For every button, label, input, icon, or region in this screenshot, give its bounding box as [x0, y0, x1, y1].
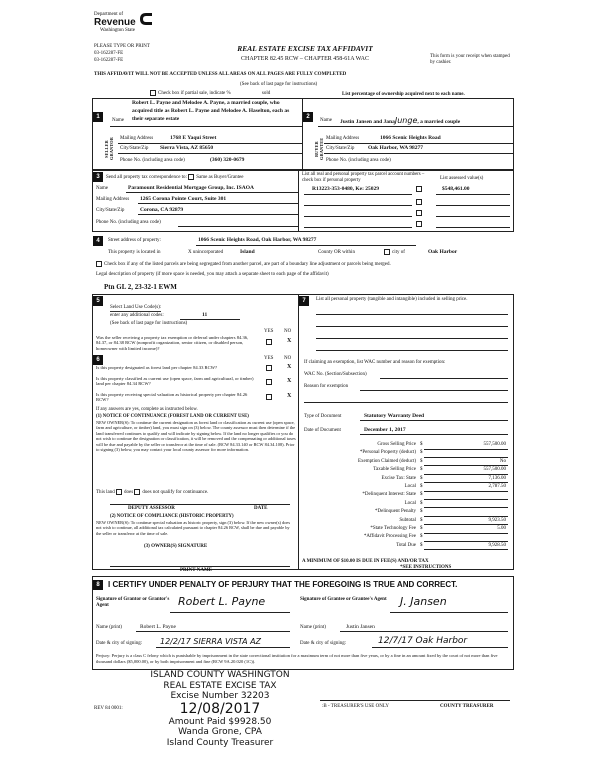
grantee-name: Justin Jansen	[346, 624, 375, 630]
additional-codes-label: enter any additional codes:	[110, 313, 164, 318]
legal-description: Ptn GL 2, 23-32-1 EWM	[104, 283, 177, 291]
tax-row-value: 557,500.00	[483, 442, 506, 447]
does-label: does	[124, 490, 134, 496]
buyer-city-label: City/State/Zip	[326, 146, 355, 151]
tax-row-label: Exemption Claimed (deduct)	[357, 458, 416, 464]
seller-phone-label: Phone No. (including area code)	[120, 158, 185, 163]
tax-row-value: 7,136.00	[488, 475, 506, 481]
tax-row-dollar: $	[420, 492, 423, 498]
minimum-fee-note: A MINIMUM OF $10.00 IS DUE IN FEE(S) AND/OR TAX	[302, 559, 429, 564]
personal-property-checkbox-4[interactable]	[416, 221, 422, 227]
q2-yes-checkbox[interactable]	[266, 365, 272, 371]
seller-side-label: SELLER GRANTOR	[104, 137, 115, 161]
grantor-date-city: 12/2/17 SIERRA VISTA AZ	[160, 637, 262, 646]
tax-row-dollar: $	[420, 475, 423, 481]
land-use-label: Select Land Use Code(s):	[110, 305, 162, 310]
tax-row-label: *Delinquent Interest: State	[362, 492, 416, 498]
owner-signature-label: (3) OWNER(S) SIGNATURE	[144, 544, 208, 549]
buyer-name-handwritten: Junge	[394, 116, 418, 125]
partial-sale-checkbox[interactable]	[150, 90, 156, 96]
city-of-checkbox[interactable]	[384, 249, 390, 255]
tax-row-value: 2,787.50	[488, 484, 506, 489]
tax-row-label: Subtotal	[399, 517, 416, 523]
ownership-note: List percentage of ownership acquired next to each name.	[342, 92, 465, 97]
tax-row-line	[424, 507, 508, 508]
stamp-title: Island County Treasurer	[166, 737, 274, 748]
section-6-badge: 6	[93, 355, 103, 365]
receipt-note: This form is your receipt when stamped by cashier.	[430, 54, 510, 65]
section-3-badge: 3	[93, 172, 103, 182]
q4-yes-checkbox[interactable]	[266, 394, 272, 400]
perjury-note: Perjury: Perjury is a class C felony which is punishable by imprisonment in the state correctional institution for a maximum term of not more than five years, or by a fine in an amount fixed by the court of not more than five thousand dollars ($5,000.00), or by both imprisonment and fine (RCW 9A.20.020 (1C)).	[96, 653, 498, 664]
county-label: County OR within	[318, 250, 355, 255]
print-note: PLEASE TYPE OR PRINT	[94, 44, 150, 49]
tax-row-label: *Personal Property (deduct)	[359, 450, 416, 456]
doc-type: Statutory Warranty Deed	[364, 413, 425, 419]
grantor-name-label: Name (print)	[96, 625, 122, 630]
dept-brand: Revenue	[94, 16, 136, 28]
tax-row-line	[424, 533, 508, 534]
seller-name: Robert L. Payne and Melodee A. Payne, a married couple, who acquired title as Robert L. Payne and Melodee A. Haselton, each as their separate estate	[132, 100, 290, 122]
corr-address: 1265 Corona Pointe Court, Suite 301	[140, 196, 227, 202]
city-of-label: city of	[392, 250, 405, 256]
tax-row-line	[424, 524, 508, 525]
treasurer-stamp	[120, 670, 320, 748]
rev-code: REV 84 0001:	[94, 706, 123, 711]
deputy-assessor-label: DEPUTY ASSESSOR	[128, 506, 175, 511]
seller-phone: (360) 320-0679	[210, 157, 245, 163]
tax-row-line	[424, 516, 508, 517]
tax-row-value: 9,928.50	[488, 542, 506, 548]
doc-date: December 1, 2017	[364, 427, 406, 433]
stamp-amount: Amount Paid $9928.50	[168, 716, 272, 727]
tax-row-line	[424, 541, 508, 542]
yes-header-2: YES	[264, 356, 274, 361]
personal-property-checkbox[interactable]	[416, 186, 422, 192]
grantor-signature: Robert L. Payne	[178, 595, 266, 608]
section-5-badge: 5	[93, 296, 103, 306]
dept-label: Department of	[94, 12, 124, 17]
seller-name-label: Name	[112, 118, 124, 123]
tax-row-dollar: $	[420, 450, 423, 456]
acceptance-warning: THIS AFFIDAVIT WILL NOT BE ACCEPTED UNLESS ALL AREAS ON ALL PAGES ARE FULLY COMPLETED	[94, 72, 347, 77]
tax-row-line	[424, 482, 508, 483]
corr-name-label: Name	[96, 186, 108, 191]
notice2-title: (2) NOTICE OF COMPLIANCE (HISTORIC PROPERTY)	[110, 514, 234, 519]
corr-phone-label: Phone No. (including area code)	[96, 220, 161, 225]
land-use-code: 11	[202, 312, 208, 318]
tax-row-dollar: $	[420, 542, 423, 548]
wac-label: WAC No. (Section/Subsection)	[304, 372, 367, 377]
treasurer-use-label: :B - TREASURER'S USE ONLY	[322, 704, 389, 709]
buyer-phone-label: Phone No. (including area code)	[326, 158, 391, 163]
stamp-tax: REAL ESTATE EXCISE TAX	[163, 680, 277, 691]
buyer-address-label: Mailing Address	[326, 136, 360, 141]
stamp-excise-number: Excise Number 32203	[170, 691, 270, 701]
assessed-label: List assessed value(s)	[440, 176, 484, 181]
tax-row-label: *State Technology Fee	[370, 526, 416, 531]
yes-header-1: YES	[264, 329, 274, 334]
certify-statement: I CERTIFY UNDER PENALTY OF PERJURY THAT THE FOREGOING IS TRUE AND CORRECT.	[108, 580, 458, 589]
buyer-city: Oak Harbor, WA 98277	[368, 145, 424, 151]
same-as-buyer-label: Same as Buyer/Grantee	[196, 175, 244, 181]
q2-no-x: X	[287, 364, 292, 370]
segregated-checkbox[interactable]	[96, 261, 102, 267]
county-name: Island	[240, 249, 255, 255]
does-checkbox[interactable]	[116, 489, 122, 495]
legal-label: Legal description of property (if more space is needed, you may attach a separate sheet to each page of the affidavit)	[96, 272, 329, 277]
land-label: This land	[96, 490, 115, 496]
city-of-row	[384, 249, 405, 256]
grantee-date-city: 12/7/17 Oak Harbor	[378, 636, 468, 646]
partial-sale-label: Check box if partial sale, indicate %	[158, 91, 231, 97]
reason-label: Reason for exemption	[304, 384, 349, 389]
buyer-name-label: Name	[320, 118, 332, 123]
tax-row-label: Total Due	[396, 542, 416, 548]
segregated-row	[96, 261, 391, 268]
doc-type-label: Type of Document	[304, 414, 342, 419]
q1-yes-checkbox[interactable]	[266, 339, 272, 345]
corr-city-label: City/State/Zip	[96, 208, 125, 213]
tax-row-dollar: $	[420, 484, 423, 489]
parcel-number: R13223-353-0480, Ke: 25029	[312, 186, 380, 192]
personal-property-label: List all personal property (tangible and intangible) included in selling price.	[316, 297, 468, 302]
parcels-label: List all real and personal property tax parcel account numbers – check box if personal property	[302, 172, 425, 183]
corr-address-label: Mailing Address	[96, 197, 130, 202]
q-exemption: Was the seller receiving a property tax exemption or deferral under chapters 84.36, 84.37, or 84.38 RCW (nonprofit organization, senior citizen, or disabled person, homeowner with limited income)?	[96, 335, 249, 351]
correspondence-row	[106, 174, 243, 181]
q-forest: Is this property designated as forest land per chapter 84.33 RCW?	[96, 365, 218, 370]
tax-row-value: 5.00	[497, 526, 506, 531]
print-name-label: PRINT NAME	[180, 568, 212, 573]
tax-row-dollar: $	[420, 509, 423, 515]
grantor-name: Robert L. Payne	[140, 624, 176, 630]
tax-row-dollar: $	[420, 526, 423, 531]
tax-row-label: *Delinquent Penalty	[375, 509, 416, 515]
section-8-badge: 8	[93, 580, 103, 590]
tax-row-value: No	[499, 458, 506, 464]
tax-row-dollar: $	[420, 467, 423, 473]
section-1-badge: 1	[93, 112, 103, 122]
notice1-body: NEW OWNER(S): To continue the current designation as forest land or classification as current use (open space, farm and agriculture, or timber) land, you must sign on (3) below. The county assessor must then determine if the land transferred continues to qualify and will indicate by signing below. If the land no longer qualifies or you do not wish to continue the designation or classification, it will be removed and the compensating or additional taxes will be due and payable by the seller or transferor at the time of sale. (RCW 84.33.140 or RCW 84.34.108). Prior to signing (3) below, you may contact your local county assessor for more information.	[96, 420, 296, 453]
tax-row-label: Gross Selling Price	[377, 442, 416, 447]
property-city: Oak Harbor	[428, 249, 458, 255]
personal-property-checkbox-3[interactable]	[416, 210, 422, 216]
tax-row-dollar: $	[420, 534, 423, 540]
notice2-body: NEW OWNER(S): To continue special valuation as historic property, sign (3) below. If the new owner(s) does not wish to continue, all additional tax calculated pursuant to chapter 84.26 RCW, shall be due and payable by the seller or transferor at the time of sale.	[96, 520, 291, 536]
grantee-name-label: Name (print)	[300, 625, 326, 630]
sold-label: sold	[261, 91, 271, 97]
tax-row-line	[424, 474, 508, 475]
tax-row-dollar: $	[420, 500, 423, 506]
segregated-label: Check box if any of the listed parcels are being segregated from another parcel, are part of a boundary line adjustment or parcels being merged.	[104, 262, 391, 268]
buyer-address: 1066 Scenic Heights Road	[380, 135, 441, 141]
q3-yes-checkbox[interactable]	[266, 379, 272, 385]
buyer-side-label: BUYER GRANTEE	[314, 137, 325, 161]
q3-no-x: X	[287, 378, 292, 384]
dor-logo	[94, 12, 154, 42]
grantee-sig-label: Signature of Grantee or Grantee's Agent	[300, 597, 387, 602]
q-historic: Is this property receiving special valuation as historical property per chapter 84.26 RCW?	[96, 392, 248, 403]
tax-row-line	[424, 491, 508, 492]
no-header-2: NO	[284, 356, 292, 361]
notice1-title: (1) NOTICE OF CONTINUANCE (FOREST LAND OR CURRENT USE)	[96, 414, 249, 419]
tax-row-value: 557,500.00	[483, 467, 506, 473]
tax-row-dollar: $	[420, 442, 423, 447]
tax-row-label: Local	[404, 484, 416, 489]
form-chapter: CHAPTER 82.45 RCW – CHAPTER 458-61A WAC	[241, 56, 369, 62]
tax-row-value: 9,923.50	[488, 517, 506, 523]
tax-row-dollar: $	[420, 517, 423, 523]
personal-property-checkbox-2[interactable]	[416, 199, 422, 205]
form-title: REAL ESTATE EXCISE TAX AFFIDAVIT	[237, 44, 373, 53]
tax-row-line	[424, 499, 508, 500]
street-label: Street address of property:	[108, 238, 161, 243]
dept-state: Washington State	[100, 27, 136, 33]
exemption-label: If claiming an exemption, list WAC number and reason for exemption:	[304, 360, 446, 365]
q-current-use: Is this property classified as current use (open space, farm and agricultural, or timber) land per chapter 84.34 RCW?	[96, 376, 254, 387]
grantor-date-label: Date & city of signing:	[96, 641, 143, 646]
same-as-buyer-checkbox[interactable]	[188, 174, 194, 180]
q1-no-x: X	[287, 338, 292, 344]
stamp-treasurer: Wanda Grone, CPA	[178, 727, 262, 737]
see-back-note: (See back of last page for instructions)	[240, 82, 318, 87]
doc-date-label: Date of Document	[304, 428, 341, 433]
land-does-row	[96, 489, 208, 496]
seller-city-label: City/State/Zip	[120, 146, 149, 151]
tax-row-line	[424, 449, 508, 450]
logo-mark-icon	[138, 12, 154, 26]
property-street: 1066 Scenic Heights Road, Oak Harbor, WA 98277	[198, 237, 317, 243]
unincorporated-label: X unincorporated	[188, 250, 224, 255]
grantee-date-label: Date & city of signing:	[300, 641, 347, 646]
tax-row-label: Excise Tax: State	[381, 475, 416, 481]
corr-name: Paramount Residential Mortgage Group, Inc. ISAOA	[128, 185, 254, 191]
stamp-date: 12/08/2017	[179, 700, 261, 717]
grantee-signature: J. Jansen	[400, 595, 447, 608]
section-2-badge: 2	[303, 112, 313, 122]
tax-row-label: Taxable Selling Price	[373, 467, 416, 473]
does-not-label: does not qualify for continuance.	[142, 490, 209, 496]
buyer-name-row	[340, 116, 460, 125]
land-use-see-back: (See back of last page for instructions)	[110, 321, 188, 326]
seller-city: Sierra Vista, AZ 85650	[160, 145, 214, 151]
stamp-county: ISLAND COUNTY WASHINGTON	[150, 670, 290, 680]
section-4-badge: 4	[93, 236, 103, 246]
county-treasurer-label: COUNTY TREASURER	[440, 704, 494, 709]
form-code-1: 03-162287-FE	[94, 51, 124, 56]
parcel-value: $548,461.00	[442, 186, 470, 192]
see-instructions: *SEE INSTRUCTIONS	[400, 565, 452, 570]
section-7-badge: 7	[299, 296, 309, 306]
corr-city: Corona, CA 92879	[140, 207, 184, 213]
tax-row-label: *Affidavit Processing Fee	[363, 534, 416, 540]
does-not-checkbox[interactable]	[134, 489, 140, 495]
partial-sale-row	[150, 90, 270, 97]
tax-row-dollar: $	[420, 458, 423, 464]
buyer-name: Justin Jansen and Jana	[340, 119, 395, 125]
grantor-sig-label: Signature of Grantor or Grantor's Agent	[96, 597, 170, 608]
form-code-2: 03-162287-FE	[94, 58, 124, 63]
q4-no-x: X	[287, 393, 292, 399]
tax-row-line	[424, 457, 508, 458]
seller-address-label: Mailing Address	[120, 136, 154, 141]
deputy-date-label: DATE	[254, 506, 268, 511]
if-any-note: If any answers are yes, complete as instructed below.	[96, 407, 198, 412]
tax-row-label: Local	[404, 500, 416, 506]
seller-address: 1768 E Yaqui Street	[170, 135, 217, 141]
tax-row-line	[424, 465, 508, 466]
tax-row-line	[424, 549, 508, 550]
no-header-1: NO	[284, 329, 292, 334]
buyer-name-suffix: , a married couple	[417, 119, 461, 125]
correspondence-label: Send all property tax correspondence to:	[106, 175, 187, 181]
located-label: This property is located in	[108, 250, 161, 255]
